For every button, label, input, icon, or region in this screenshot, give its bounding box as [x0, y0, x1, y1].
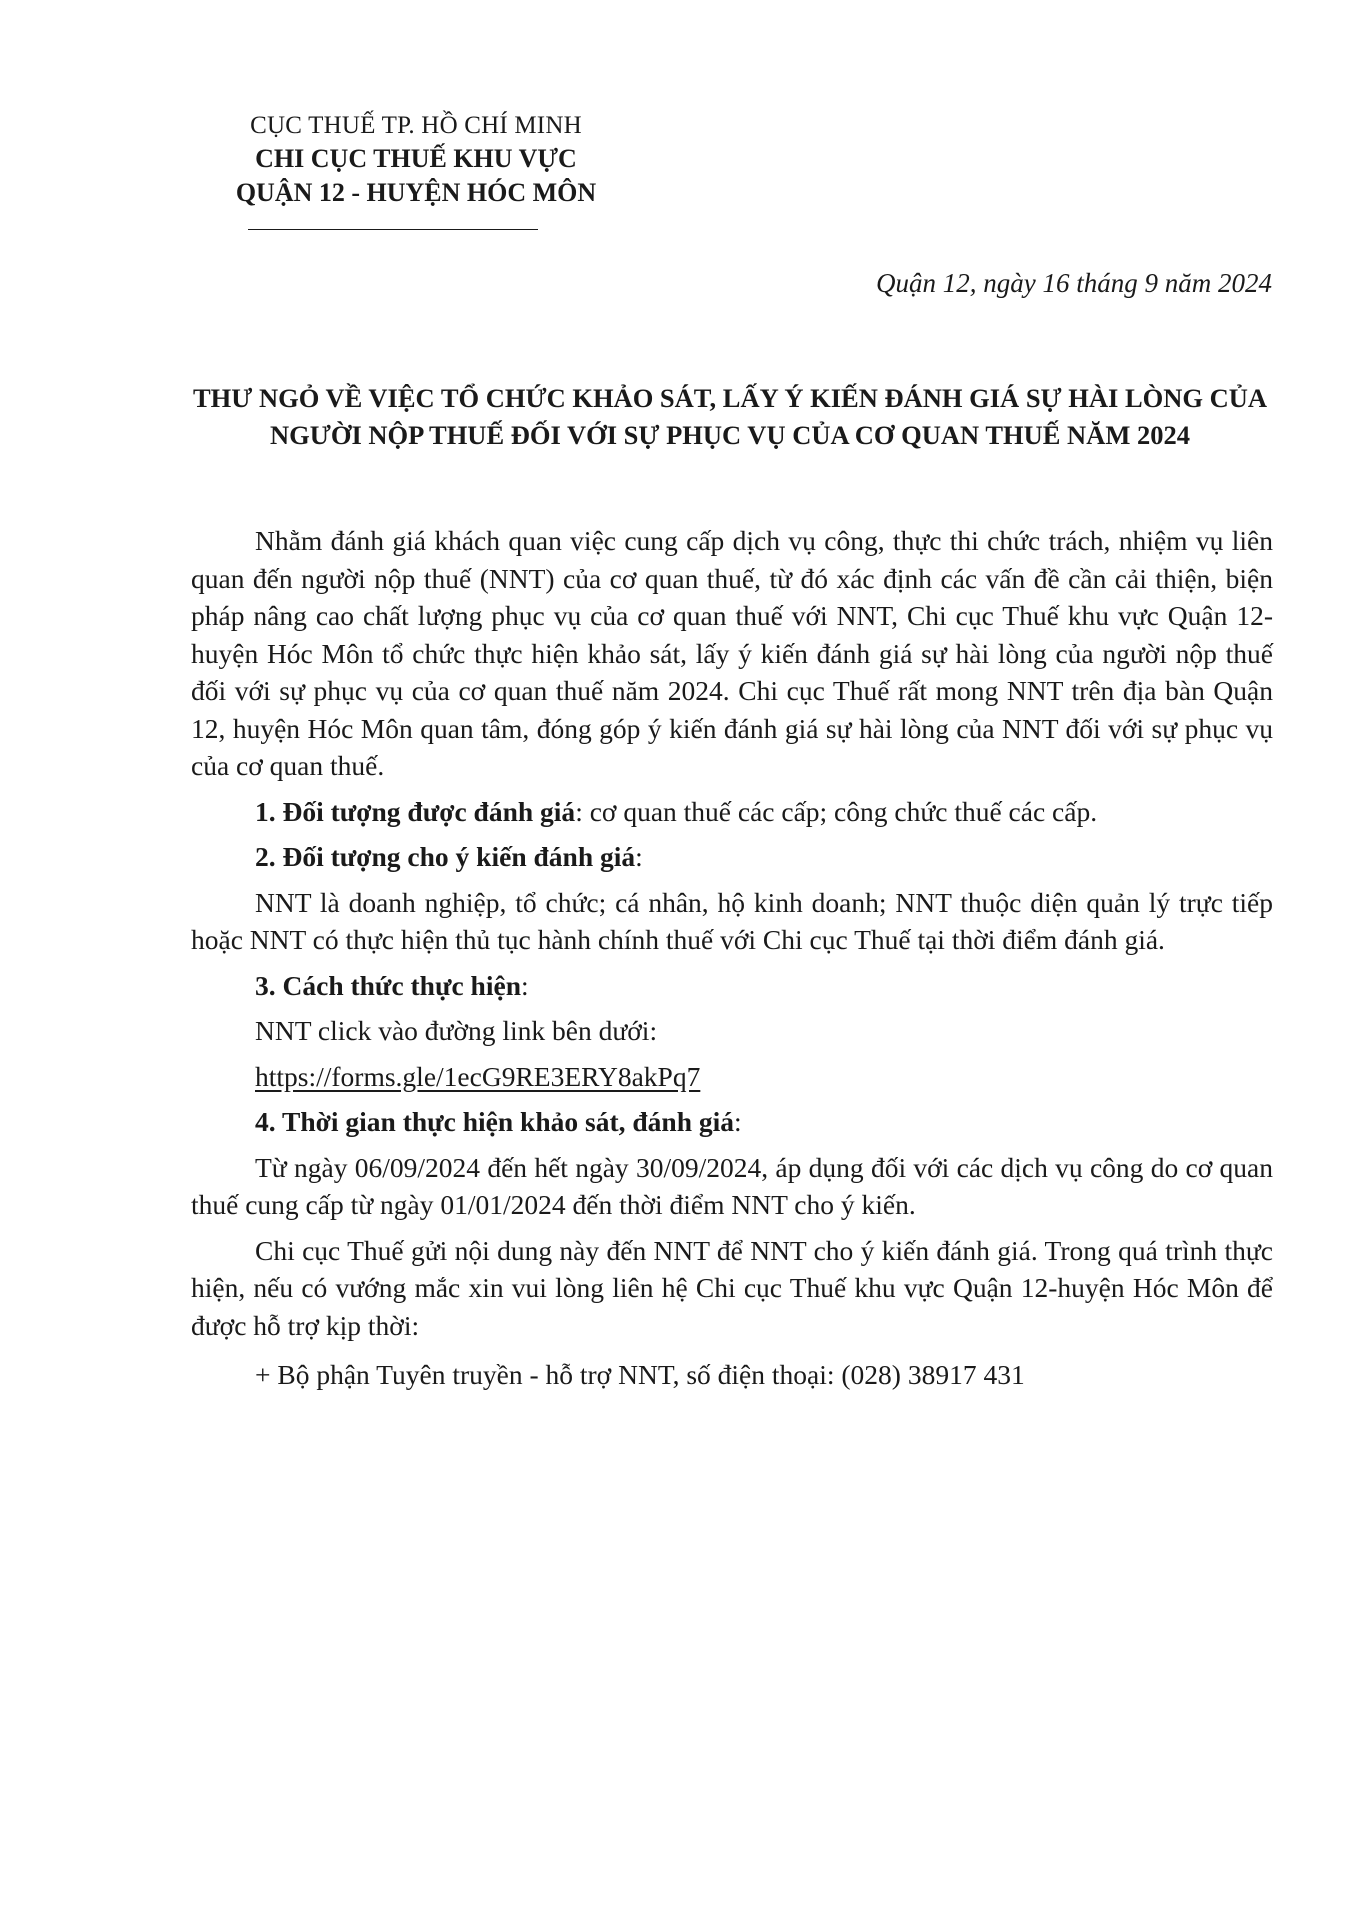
section-1-heading: 1. Đối tượng được đánh giá [255, 795, 576, 827]
agency-header [196, 110, 636, 210]
intro-paragraph: Nhằm đánh giá khách quan việc cung cấp dịch vụ công, thực thi chức trách, nhiệm vụ liên quan đến người nộp thuế (NNT) của cơ quan thuế, từ đó xác định các vấn đề cần cải thiện, biện pháp nâng cao chất lượng phục vụ của cơ quan thuế với NNT, Chi cục Thuế khu vực Quận 12-huyện Hóc Môn tổ chức thực hiện khảo sát, lấy ý kiến đánh giá sự hài lòng của người nộp thuế đối với sự phục vụ của cơ quan thuế năm 2024. Chi cục Thuế rất mong NNT trên địa bàn Quận 12, huyện Hóc Môn quan tâm, đóng góp ý kiến đánh giá sự hài lòng của NNT đối với sự phục vụ của cơ quan thuế. [191, 525, 1273, 781]
closing-paragraph: Chi cục Thuế gửi nội dung này đến NNT để NNT cho ý kiến đánh giá. Trong quá trình thực hiện, nếu có vướng mắc xin vui lòng liên hệ Chi cục Thuế khu vực Quận 12-huyện Hóc Môn để được hỗ trợ kịp thời: [191, 1234, 1273, 1341]
document-title: THƯ NGỎ VỀ VIỆC TỔ CHỨC KHẢO SÁT, LẤY Ý KIẾN ĐÁNH GIÁ SỰ HÀI LÒNG CỦA NGƯỜI NỘP THUẾ ĐỐI VỚI SỰ PHỤC VỤ CỦA CƠ QUAN THUẾ NĂM 2024 [192, 383, 1268, 450]
section-1-text: : cơ quan thuế các cấp; công chức thuế các cấp. [575, 795, 1098, 827]
contact-line: + Bộ phận Tuyên truyền - hỗ trợ NNT, số điện thoại: (028) 38917 431 [255, 1359, 1025, 1390]
section-2-colon: : [635, 841, 643, 872]
section-3-heading-line [191, 967, 1273, 1005]
section-3-text: NNT click vào đường link bên dưới: [255, 1015, 658, 1046]
section-3-colon: : [521, 969, 529, 1001]
section-4-text: Từ ngày 06/09/2024 đến hết ngày 30/09/2024, áp dụng đối với các dịch vụ công do cơ quan thuế cung cấp từ ngày 01/01/2024 đến thời điểm NNT cho ý kiến. [191, 1151, 1273, 1220]
section-3-heading: 3. Cách thức thực hiện [255, 969, 521, 1001]
section-2-text: NNT là doanh nghiệp, tổ chức; cá nhân, hộ kinh doanh; NNT thuộc diện quản lý trực tiếp hoặc NNT có thực hiện thủ tục hành chính thuế với Chi cục Thuế tại thời điểm đánh giá. [191, 886, 1273, 955]
survey-link[interactable]: https://forms.gle/1ecG9RE3ERY8akPq7 [255, 1060, 701, 1092]
agency-name-line1: CHI CỤC THUẾ KHU VỰC [255, 144, 577, 173]
parent-agency: CỤC THUẾ TP. HỒ CHÍ MINH [250, 112, 582, 139]
section-1 [191, 793, 1273, 831]
section-4-heading-line [191, 1103, 1273, 1141]
section-4-colon: : [734, 1106, 742, 1137]
section-4-heading: 4. Thời gian thực hiện khảo sát, đánh giá [255, 1106, 735, 1137]
section-2-heading: 2. Đối tượng cho ý kiến đánh giá [255, 841, 636, 872]
document-body [191, 522, 1273, 1394]
agency-name-line2: QUẬN 12 - HUYỆN HÓC MÔN [235, 178, 597, 207]
section-2-heading-line [191, 838, 1273, 876]
date-place-line: Quận 12, ngày 16 tháng 9 năm 2024 [876, 268, 1272, 298]
header-divider [248, 229, 538, 230]
